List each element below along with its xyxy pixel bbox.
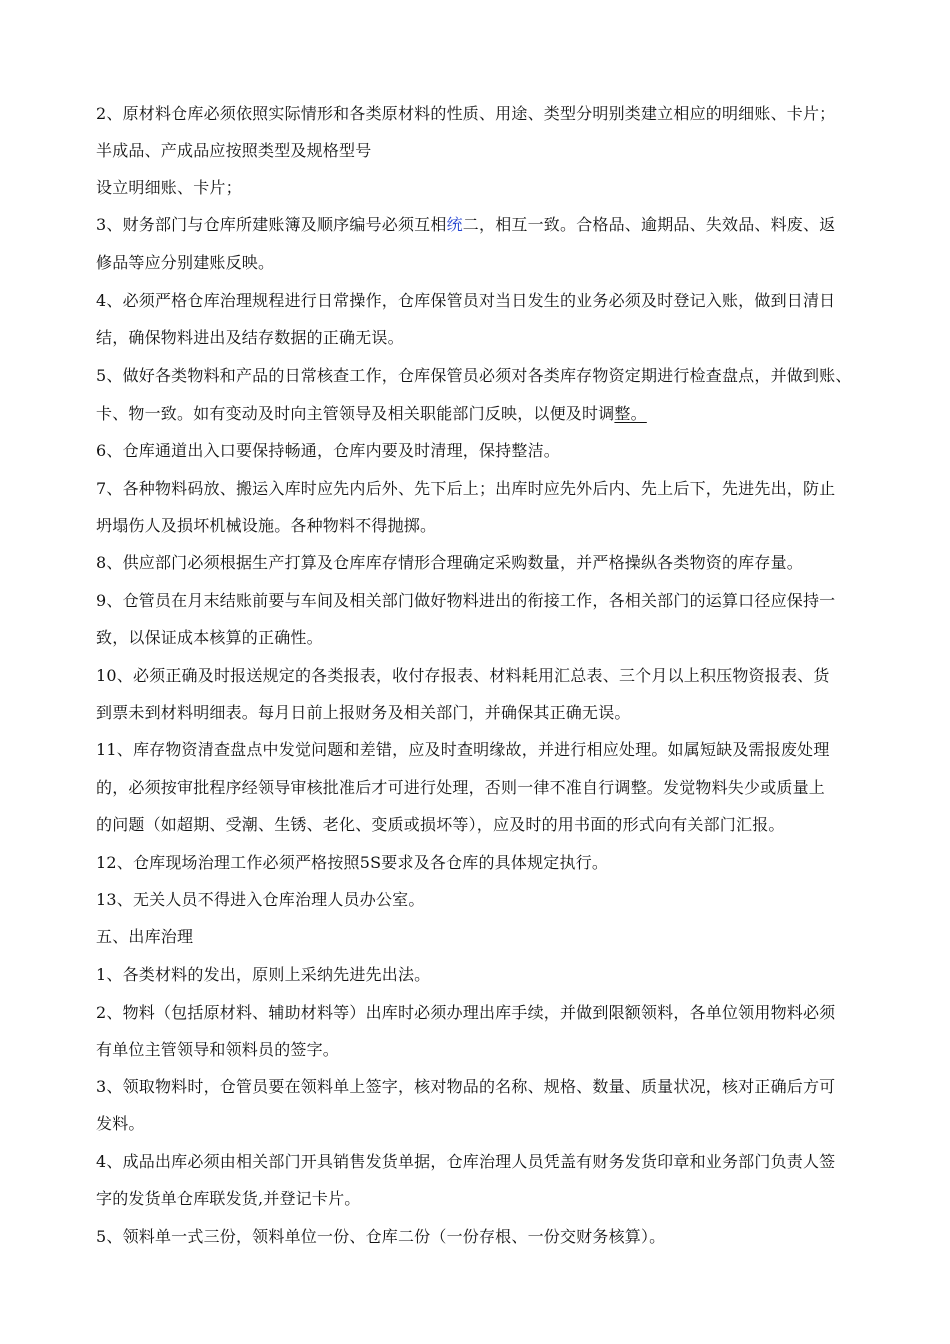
text-line: 1、各类材料的发出，原则上采纳先进先出法。 bbox=[96, 965, 431, 984]
text-line: 到票未到材料明细表。每月日前上报财务及相关部门，并确保其正确无误。 bbox=[96, 703, 631, 722]
text-line: 的问题（如超期、受潮、生锈、老化、变质或损坏等），应及时的用书面的形式向有关部门汇报。 bbox=[96, 815, 785, 834]
text-line: 8、供应部门必须根据生产打算及仓库库存情形合理确定采购数量，并严格操纵各类物资的库存量。 bbox=[96, 553, 803, 572]
text-segment: 卡、物一致。如有变动及时向主管领导及相关职能部门反映，以便及时调 bbox=[96, 404, 615, 423]
text-line: 13、无关人员不得进入仓库治理人员办公室。 bbox=[96, 890, 425, 909]
text-line: 7、各种物料码放、搬运入库时应先内后外、先下后上；出库时应先外后内、先上后下，先进先出，防止 bbox=[96, 479, 836, 498]
text-line: 12、仓库现场治理工作必须严格按照5S要求及各仓库的具体规定执行。 bbox=[96, 853, 609, 872]
section-heading: 五、出库治理 bbox=[96, 927, 194, 946]
text-line: 4、成品出库必须由相关部门开具销售发货单据，仓库治理人员凭盖有财务发货印章和业务部门负责人签 bbox=[96, 1152, 836, 1171]
text-line: 的，必须按审批程序经领导审核批准后才可进行处理，否则一律不准自行调整。发觉物料失少或质量上 bbox=[96, 778, 826, 797]
text-line-5b bbox=[96, 401, 647, 424]
text-line: 3、领取物料时，仓管员要在领料单上签字，核对物品的名称、规格、数量、质量状况，核对正确后方可 bbox=[96, 1077, 836, 1096]
text-line: 11、库存物资清查盘点中发觉问题和差错，应及时查明缘故，并进行相应处理。如属短缺及需报废处理 bbox=[96, 740, 830, 759]
text-line: 5、领料单一式三份，领料单位一份、仓库二份（一份存根、一份交财务核算）。 bbox=[96, 1227, 666, 1246]
text-line: 5、做好各类物料和产品的日常核查工作，仓库保管员必须对各类库存物资定期进行检查盘点，并做到账、 bbox=[96, 366, 852, 385]
text-line: 有单位主管领导和领料员的签字。 bbox=[96, 1040, 340, 1059]
text-line: 修品等应分别建账反映。 bbox=[96, 253, 275, 272]
text-line: 发料。 bbox=[96, 1114, 145, 1133]
text-line: 字的发货单仓库联发货,并登记卡片。 bbox=[96, 1189, 361, 1208]
text-line: 致，以保证成本核算的正确性。 bbox=[96, 628, 323, 647]
text-line: 坍塌伤人及损坏机械设施。各种物料不得抛掷。 bbox=[96, 516, 437, 535]
text-line: 2、物料（包括原材料、辅助材料等）出库时必须办理出库手续，并做到限额领料，各单位领用物料必须 bbox=[96, 1003, 836, 1022]
underlined-text: 整。 bbox=[614, 404, 647, 423]
text-line: 结，确保物料进出及结存数据的正确无误。 bbox=[96, 328, 404, 347]
text-line: 10、必须正确及时报送规定的各类报表，收付存报表、材料耗用汇总表、三个月以上积压物资报表、货 bbox=[96, 666, 830, 685]
text-line: 半成品、产成品应按照类型及规格型号 bbox=[96, 141, 372, 160]
text-line: 4、必须严格仓库治理规程进行日常操作，仓库保管员对当日发生的业务必须及时登记入账，做到日清日 bbox=[96, 291, 836, 310]
highlighted-character: 统 bbox=[446, 215, 463, 234]
text-segment: 二，相互一致。合格品、逾期品、失效品、料废、返 bbox=[462, 215, 836, 234]
text-segment: 3、财务部门与仓库所建账簿及顺序编号必须互相 bbox=[96, 215, 447, 234]
text-line: 设立明细账、卡片； bbox=[96, 178, 242, 197]
text-line-3 bbox=[96, 212, 835, 235]
text-line: 2、原材料仓库必须依照实际情形和各类原材料的性质、用途、类型分明别类建立相应的明细账、卡片； bbox=[96, 104, 836, 123]
text-line: 9、仓管员在月末结账前要与车间及相关部门做好物料进出的衔接工作，各相关部门的运算口径应保持一 bbox=[96, 591, 836, 610]
text-line: 6、仓库通道出入口要保持畅通，仓库内要及时清理，保持整洁。 bbox=[96, 441, 560, 460]
